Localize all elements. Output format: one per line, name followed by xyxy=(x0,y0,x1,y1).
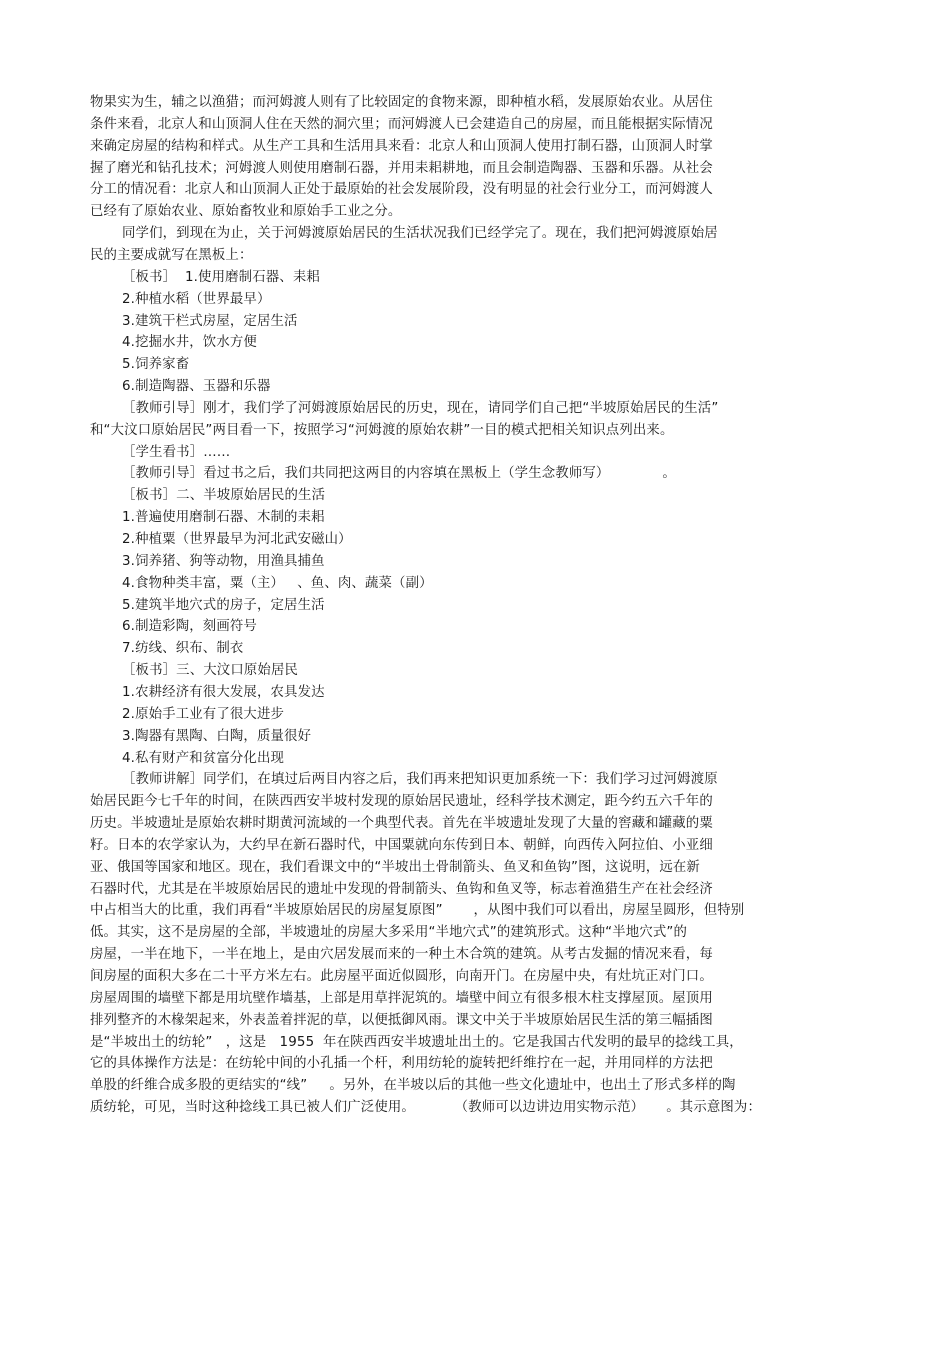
text-line: 单股的纤维合成多股的更结实的“线” 。另外，在半坡以后的其他一些文化遗址中，也出土了形式多样的陶 xyxy=(90,1078,736,1094)
text-line: 握了磨光和钻孔技术；河姆渡人则使用磨制石器，并用耒耜耕地，而且会制造陶器、玉器和乐器。从社会 xyxy=(90,160,713,176)
text-line: 5.建筑半地穴式的房子，定居生活 xyxy=(122,597,325,613)
text-line: 4.私有财产和贫富分化出现 xyxy=(122,750,285,766)
text-line: ［教师讲解］同学们，在填过后两目内容之后，我们再来把知识更加系统一下：我们学习过河姆渡原 xyxy=(122,772,718,788)
text-line: 是“半坡出土的纺轮” ，这是 1955 年在陕西西安半坡遗址出土的。它是我国古代发明的最早的捻线工具， xyxy=(90,1034,743,1050)
text-line: ［教师引导］刚才，我们学了河姆渡原始居民的历史，现在，请同学们自己把“半坡原始居民的生活” xyxy=(122,400,719,416)
text-line: 6.制造陶器、玉器和乐器 xyxy=(122,379,271,395)
text-line: ［板书］三、大汶口原始居民 xyxy=(122,663,299,679)
text-line: 质纺轮，可见，当时这种捻线工具已被人们广泛使用。 （教师可以边讲边用实物示范） 。其示意图为： xyxy=(90,1100,762,1116)
text-line: 5.饲养家畜 xyxy=(122,357,190,373)
text-line: 2.种植水稻（世界最早） xyxy=(122,291,271,307)
text-line: 来确定房屋的结构和样式。从生产工具和生活用具来看：北京人和山顶洞人使用打制石器，山顶洞人时掌 xyxy=(90,138,713,154)
text-line: 3.陶器有黑陶、白陶，质量很好 xyxy=(122,728,312,744)
text-line: 1.农耕经济有很大发展，农具发达 xyxy=(122,684,325,700)
text-line: ［板书］ 1.使用磨制石器、耒耜 xyxy=(122,269,320,285)
text-line: 石器时代，尤其是在半坡原始居民的遗址中发现的骨制箭头、鱼钩和鱼叉等，标志着渔猎生产在社会经济 xyxy=(90,881,713,897)
text-line: 6.制造彩陶，刻画符号 xyxy=(122,619,257,635)
text-line: 4.食物种类丰富，粟（主） 、鱼、肉、蔬菜（副） xyxy=(122,575,433,591)
text-line: 低。其实，这不是房屋的全部，半坡遗址的房屋大多采用“半地穴式”的建筑形式。这种“半地穴式”的 xyxy=(90,925,688,941)
text-line: 物果实为生，辅之以渔猎；而河姆渡人则有了比较固定的食物来源，即种植水稻，发展原始农业。从居住 xyxy=(90,95,713,110)
text-line: 历史。半坡遗址是原始农耕时期黄河流域的一个典型代表。首先在半坡遗址发现了大量的窖藏和罐藏的粟 xyxy=(90,816,713,832)
text-line: 亚、俄国等国家和地区。现在，我们看课文中的“半坡出土骨制箭头、鱼叉和鱼钩”图，这说明，远在新 xyxy=(90,859,700,875)
text-line: ［学生看书］…… xyxy=(122,444,231,460)
text-line: ［板书］二、半坡原始居民的生活 xyxy=(122,488,326,504)
text-line: 分工的情况看：北京人和山顶洞人正处于最原始的社会发展阶段，没有明显的社会行业分工，而河姆渡人 xyxy=(90,182,713,198)
text-line: 中占相当大的比重，我们再看“半坡原始居民的房屋复原图” ，从图中我们可以看出，房屋呈圆形，但特别 xyxy=(90,903,745,919)
text-line: 房屋周围的墙壁下都是用坑壁作墙基，上部是用草拌泥筑的。墙壁中间立有很多根木柱支撑屋顶。屋顶用 xyxy=(90,990,713,1006)
text-line: 它的具体操作方法是：在纺轮中间的小孔插一个杆，利用纺轮的旋转把纤维拧在一起，并用同样的方法把 xyxy=(90,1056,713,1072)
text-line: 间房屋的面积大多在二十平方米左右。此房屋平面近似圆形，向南开门。在房屋中央，有灶坑正对门口。 xyxy=(90,969,713,984)
text-line: 2.原始手工业有了很大进步 xyxy=(122,706,285,722)
text-line: 7.纺线、织布、制衣 xyxy=(122,641,244,657)
text-line: 条件来看，北京人和山顶洞人住在天然的洞穴里；而河姆渡人已会建造自己的房屋，而且能根据实际情况 xyxy=(90,116,713,132)
text-line: ［教师引导］看过书之后，我们共同把这两目的内容填在黑板上（学生念教师写） 。 xyxy=(122,466,676,482)
text-line: 和“大汶口原始居民”两目看一下，按照学习“河姆渡的原始农耕”一目的模式把相关知识点列出来。 xyxy=(90,422,674,438)
text-line: 1.普遍使用磨制石器、木制的耒耜 xyxy=(122,510,325,526)
text-line: 籽。日本的农学家认为，大约早在新石器时代，中国粟就向东传到日本、朝鲜，向西传入阿拉伯、小亚细 xyxy=(90,837,713,853)
text-line: 4.挖掘水井，饮水方便 xyxy=(122,335,257,351)
text-line: 已经有了原始农业、原始畜牧业和原始手工业之分。 xyxy=(90,204,402,220)
text-line: 排列整齐的木椽架起来，外表盖着拌泥的草，以便抵御风雨。课文中关于半坡原始居民生活的第三幅插图 xyxy=(90,1012,713,1028)
text-line: 3.饲养猪、狗等动物，用渔具捕鱼 xyxy=(122,553,325,569)
text-line: 同学们，到现在为止，关于河姆渡原始居民的生活状况我们已经学完了。现在，我们把河姆渡原始居 xyxy=(122,226,718,242)
text-line: 3.建筑干栏式房屋，定居生活 xyxy=(122,313,298,329)
text-line: 民的主要成就写在黑板上： xyxy=(90,247,253,263)
text-line: 2.种植粟（世界最早为河北武安磁山） xyxy=(122,532,352,547)
text-line: 房屋，一半在地下，一半在地上，是由穴居发展而来的一种土木合筑的建筑。从考古发掘的情况来看，每 xyxy=(90,947,713,963)
text-line: 始居民距今七千年的时间，在陕西西安半坡村发现的原始居民遗址，经科学技术测定，距今约五六千年的 xyxy=(90,794,713,810)
